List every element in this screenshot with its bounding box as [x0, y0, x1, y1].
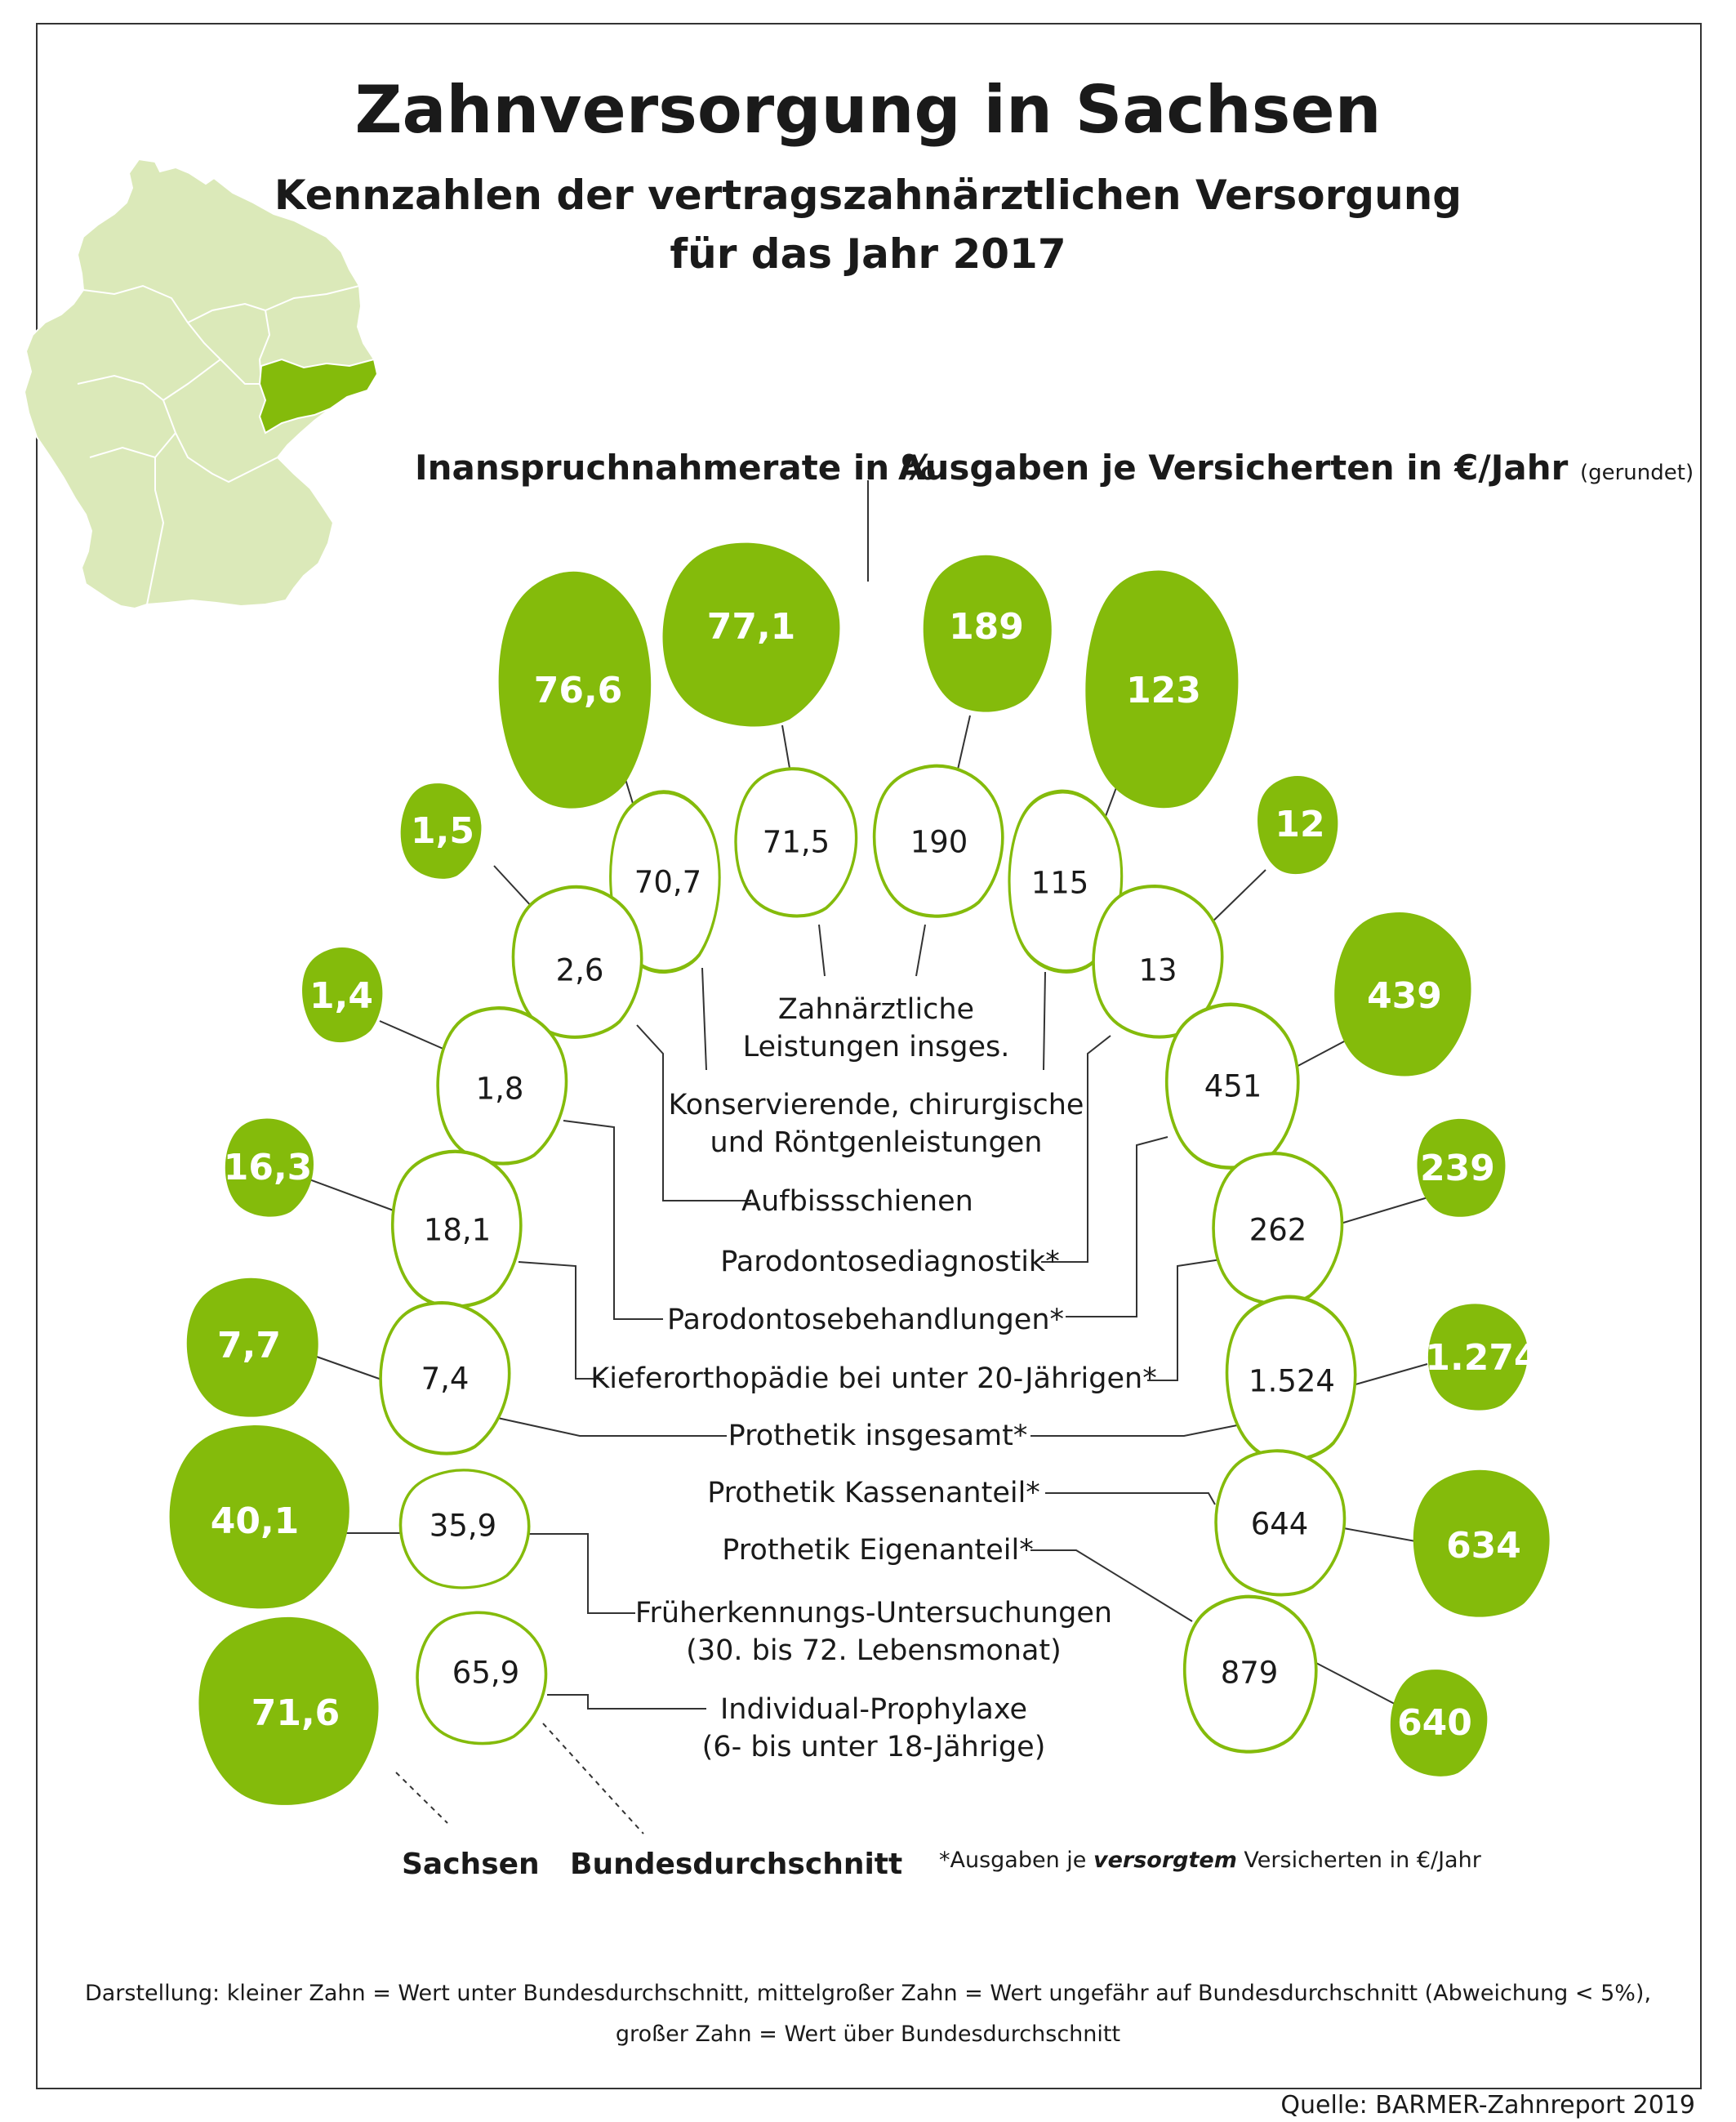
subtitle-line-1: Kennzahlen der vertragszahnärztlichen Versorgung	[274, 172, 1462, 219]
value-saxony-rate-6: 40,1	[210, 1500, 300, 1542]
footnote-suffix: Versicherten in €/Jahr	[1236, 1848, 1481, 1873]
label-aufbiss: Aufbissschienen	[741, 1185, 973, 1218]
value-national-rate-3: 1,8	[475, 1071, 524, 1107]
value-national-eur-2: 13	[1138, 952, 1177, 988]
label-paro-diag: Parodontosediagnostik*	[720, 1246, 1060, 1278]
value-national-eur-1: 115	[1030, 865, 1089, 901]
legend-leader-national	[543, 1723, 643, 1834]
label-konservierend	[669, 1086, 1084, 1161]
value-national-rate-4: 18,1	[423, 1212, 492, 1248]
footer-explanation-line-2: großer Zahn = Wert über Bundesdurchschnitt	[615, 2022, 1121, 2047]
value-national-eur-7: 879	[1220, 1655, 1279, 1691]
source-credit: Quelle: BARMER-Zahnreport 2019	[1274, 2091, 1695, 2120]
label-ip-line-1: Individual-Prophylaxe	[719, 1693, 1028, 1726]
label-kfo: Kieferorthopädie bei unter 20-Jährigen*	[590, 1362, 1157, 1395]
value-national-eur-5: 1.524	[1249, 1363, 1335, 1399]
value-saxony-eur-2: 12	[1275, 804, 1325, 845]
label-konservierend-line-2: und Röntgenleistungen	[710, 1126, 1043, 1159]
label-zahnaerztlich-line-2: Leistungen insges.	[742, 1031, 1010, 1063]
value-saxony-eur-1: 123	[1126, 670, 1201, 711]
label-zahnaerztlich-line-1: Zahnärztliche	[777, 993, 975, 1026]
right-column-heading	[898, 448, 1694, 488]
value-saxony-rate-3: 1,4	[309, 975, 373, 1017]
label-frueh-line-1: Früherkennungs-Untersuchungen	[634, 1597, 1113, 1629]
value-saxony-eur-6: 634	[1446, 1525, 1521, 1567]
legend-saxony: Sachsen	[402, 1848, 540, 1881]
label-prothetik: Prothetik insgesamt*	[728, 1420, 1028, 1452]
label-ip-line-2: (6- bis unter 18-Jährige)	[701, 1731, 1046, 1763]
right-column-heading-text: Ausgaben je Versicherten in €/Jahr	[898, 448, 1569, 488]
value-national-eur-3: 451	[1204, 1068, 1262, 1104]
label-frueh-line-2: (30. bis 72. Lebensmonat)	[686, 1634, 1062, 1667]
value-national-rate-0: 71,5	[762, 824, 830, 860]
value-national-eur-0: 190	[910, 824, 968, 860]
label-frueh	[635, 1594, 1112, 1670]
value-national-eur-6: 644	[1250, 1506, 1309, 1542]
germany-map	[24, 159, 377, 609]
page-title: Zahnversorgung in Sachsen	[354, 72, 1382, 148]
label-prothetik-kasse: Prothetik Kassenanteil*	[707, 1477, 1040, 1509]
value-saxony-eur-5: 1.274	[1425, 1337, 1539, 1379]
legend-leader-saxony	[396, 1772, 447, 1823]
subtitle-line-2: für das Jahr 2017	[670, 230, 1066, 278]
label-konservierend-line-1: Konservierende, chirurgische	[668, 1089, 1084, 1121]
value-saxony-rate-1: 76,6	[533, 670, 623, 711]
value-saxony-rate-7: 71,6	[251, 1692, 341, 1734]
value-national-rate-2: 2,6	[555, 952, 604, 988]
value-national-rate-5: 7,4	[421, 1361, 470, 1397]
value-saxony-rate-0: 77,1	[706, 606, 796, 648]
value-saxony-rate-4: 16,3	[223, 1147, 313, 1188]
value-national-rate-7: 65,9	[452, 1655, 520, 1691]
label-zahnaerztlich	[743, 991, 1010, 1066]
value-saxony-rate-5: 7,7	[217, 1325, 281, 1366]
value-saxony-eur-7: 640	[1397, 1702, 1472, 1744]
value-saxony-eur-0: 189	[949, 606, 1024, 648]
left-column-heading: Inanspruchnahmerate in %	[415, 448, 936, 488]
value-national-rate-6: 35,9	[429, 1508, 497, 1544]
label-paro-beh: Parodontosebehandlungen*	[666, 1304, 1065, 1336]
value-saxony-eur-3: 439	[1367, 975, 1442, 1017]
saxony-region	[260, 359, 377, 433]
value-saxony-eur-4: 239	[1420, 1148, 1495, 1189]
footer-explanation-line-1: Darstellung: kleiner Zahn = Wert unter Bundesdurchschnitt, mittelgroßer Zahn = Wert ungefähr auf Bundesdurchschnitt (Abweichung < 5%),	[84, 1981, 1652, 2006]
value-saxony-rate-2: 1,5	[411, 810, 474, 852]
footnote-prefix: *Ausgaben je	[939, 1848, 1093, 1873]
label-ip	[702, 1691, 1046, 1766]
footnote-emphasis: versorgtem	[1093, 1848, 1237, 1873]
right-column-heading-note: (gerundet)	[1579, 461, 1694, 485]
label-prothetik-eigen: Prothetik Eigenanteil*	[722, 1534, 1034, 1567]
value-national-rate-1: 70,7	[634, 864, 702, 900]
legend-national: Bundesdurchschnitt	[570, 1848, 903, 1881]
value-national-eur-4: 262	[1249, 1212, 1307, 1248]
footnote-versorgt	[939, 1848, 1481, 1873]
